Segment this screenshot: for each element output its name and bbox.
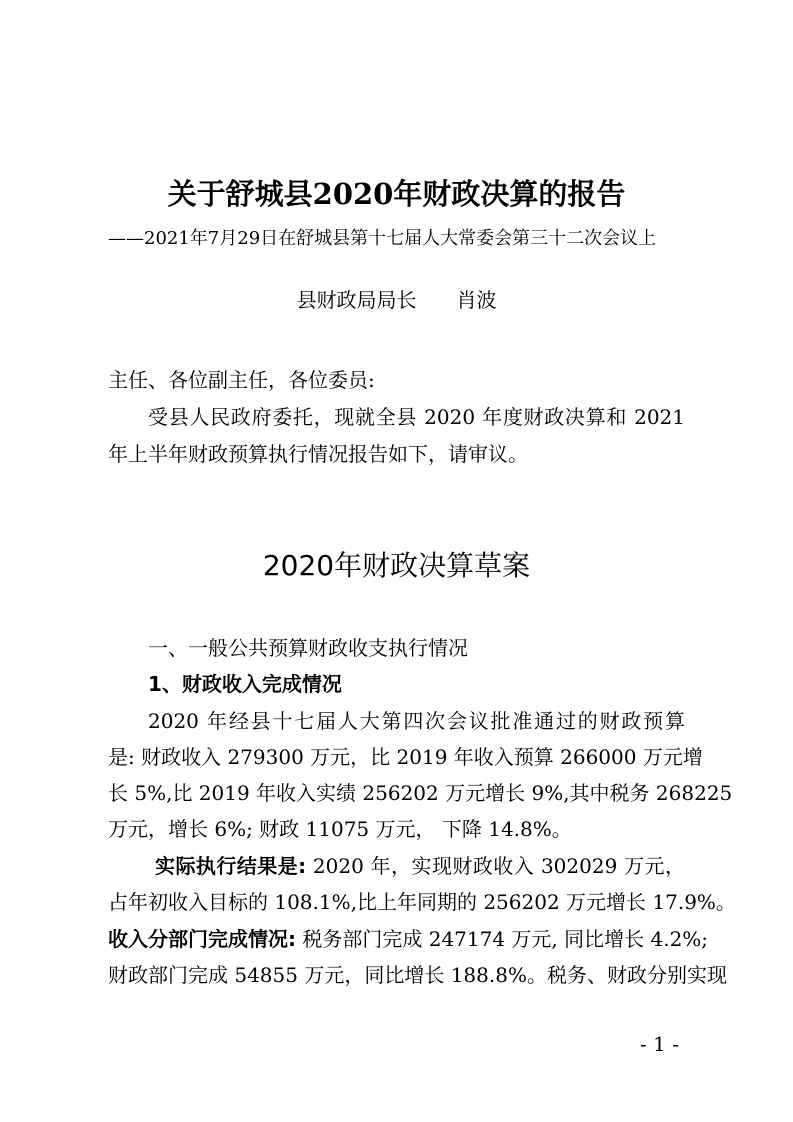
speaker-role: 县财政局局长 <box>296 288 417 312</box>
intro-line-1: 受县人民政府委托，现就全县 2020 年度财政决算和 2021 <box>148 405 685 429</box>
intro-line-2: 年上半年财政预算执行情况报告如下，请审议。 <box>108 442 528 466</box>
para2-line1-text: 2020 年，实现财政收入 302029 万元， <box>306 854 685 878</box>
section-title: 2020年财政决算草案 <box>262 549 531 582</box>
para2-line-1 <box>155 852 685 880</box>
para1-line-1: 2020 年经县十七届人大第四次会议批准通过的财政预算 <box>148 709 685 733</box>
para3-line-1 <box>108 925 709 953</box>
report-subtitle: ——2021年7月29日在舒城县第十七届人大常委会第三十二次会议上 <box>108 228 657 249</box>
speaker-line <box>0 286 793 314</box>
speaker-name: 肖波 <box>456 288 497 312</box>
heading-revenue-completion: 1、财政收入完成情况 <box>148 672 342 696</box>
para3-line-2: 财政部门完成 54855 万元，同比增长 188.8%。税务、财政分别实现 <box>108 963 727 987</box>
para2-lead: 实际执行结果是: <box>155 854 307 878</box>
para1-line-4: 万元，增长 6%; 财政 11075 万元， 下降 14.8%。 <box>108 817 572 841</box>
page-number: - 1 - <box>640 1032 679 1056</box>
para3-lead: 收入分部门完成情况: <box>108 927 296 951</box>
report-title: 关于舒城县2020年财政决算的报告 <box>167 177 626 211</box>
para1-line-2: 是: 财政收入 279300 万元，比 2019 年收入预算 266000 万元增 <box>108 745 703 769</box>
para2-line-2: 占年初收入目标的 108.1%,比上年同期的 256202 万元增长 17.9%。 <box>108 890 736 914</box>
salutation: 主任、各位副主任，各位委员: <box>108 368 375 392</box>
para3-line1-text: 税务部门完成 247174 万元, 同比增长 4.2%; <box>296 927 709 951</box>
heading-general-budget: 一、一般公共预算财政收支执行情况 <box>148 636 468 660</box>
para1-line-3: 长 5%,比 2019 年收入实绩 256202 万元增长 9%,其中税务 268225 <box>108 781 733 805</box>
